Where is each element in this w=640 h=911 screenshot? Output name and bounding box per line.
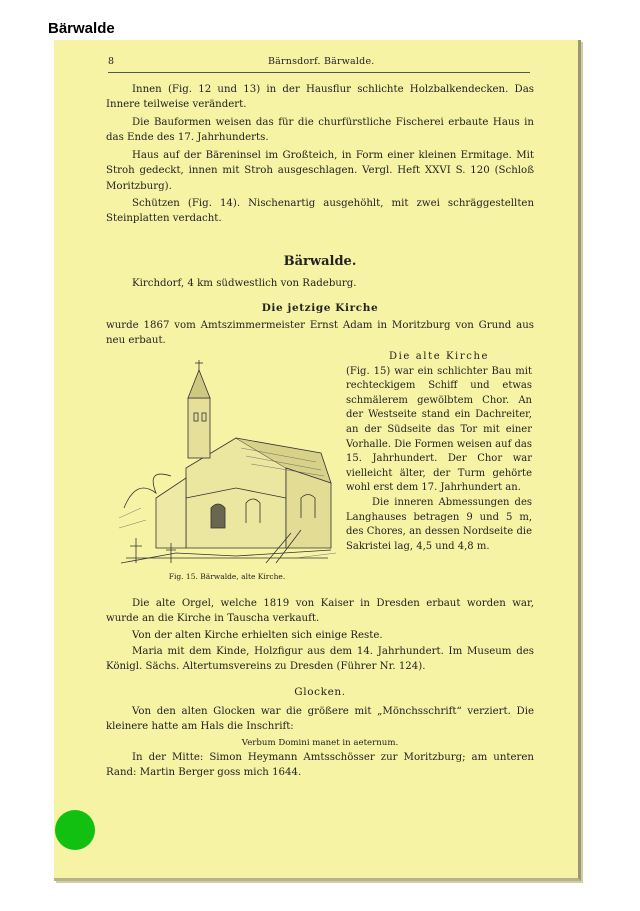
paragraph-bareninsel: Haus auf der Bäreninsel im Großteich, in Form einer kleinen Ermitage. Mit Stroh gedeckt, innen mit Stroh ausgeschlagen. Vergl. Heft XXVI S. 120 (Schloß Moritzburg). [106,150,534,192]
bells-title: Glocken. [294,686,346,698]
old-church-text-1: (Fig. 15) war ein schlichter Bau mit rechteckigem Schiff und etwas schmälerem gewölbtem Chor. An der Westseite stand ein Dachreiter, an der Südseite das Tor mit einer Vorhalle. Die Formen weisen auf das 15. Jahrhundert. Der Chor war vielleicht älter, der Turm gehörte wohl erst dem 17. Jahrhundert an. [346,365,532,494]
old-church-title: Die alte Kirche [389,351,489,362]
paragraph-innen: Innen (Fig. 12 und 13) in der Hausflur schlichte Holzbalkendecken. Das Innere teilweise verändert. [106,84,534,111]
section-subtitle: Kirchdorf, 4 km südwestlich von Radeburg. [132,278,357,289]
new-church-title: Die jetzige Kirche [261,302,379,314]
church-illustration [116,358,338,570]
bells-middle-text: In der Mitte: Simon Heymann Amtsschösser zur Moritzburg; am unteren Rand: Martin Berger goss mich 1644. [106,752,534,779]
page-header [108,56,530,73]
section-title: Bärwalde. [283,254,357,269]
old-church-column [346,350,532,554]
paragraph-reste: Von der alten Kirche erhielten sich einige Reste. [132,630,383,641]
running-head: Bärnsdorf. Bärwalde. [268,56,375,67]
figure-caption: Fig. 15. Bärwalde, alte Kirche. [168,572,286,581]
new-church-text: wurde 1867 vom Amtszimmermeister Ernst Adam in Moritzburg von Grund aus neu erbaut. [106,320,534,347]
paragraph-bauformen: Die Bauformen weisen das für die churfürstliche Fischerei erbaute Haus in das Ende des 17. Jahrhunderts. [106,117,534,144]
paragraph-orgel: Die alte Orgel, welche 1819 von Kaiser in Dresden erbaut worden war, wurde an die Kirche in Tauscha verkauft. [106,598,534,625]
paragraph-maria: Maria mit dem Kinde, Holzfigur aus dem 14. Jahrhundert. Im Museum des Königl. Sächs. Altertumsvereins zu Dresden (Führer Nr. 124). [106,646,534,673]
paragraph-schuetzen: Schützen (Fig. 14). Nischenartig ausgehöhlt, mit zwei schräggestellten Steinplatten verdacht. [106,198,534,225]
bells-text: Von den alten Glocken war die größere mit „Mönchsschrift“ verziert. Die kleinere hatte am Hals die Inschrift: [106,706,534,733]
page-number: 8 [108,56,115,67]
status-marker [55,810,95,850]
old-church-text-2: Die inneren Abmessungen des Langhauses betragen 9 und 5 m, des Chores, an dessen Nordseite die Sakristei lag, 4,5 und 4,8 m. [346,496,532,552]
image-title: Bärwalde [48,20,115,37]
bells-inscription: Verbum Domini manet in aeternum. [241,738,399,748]
book-page [54,40,581,881]
